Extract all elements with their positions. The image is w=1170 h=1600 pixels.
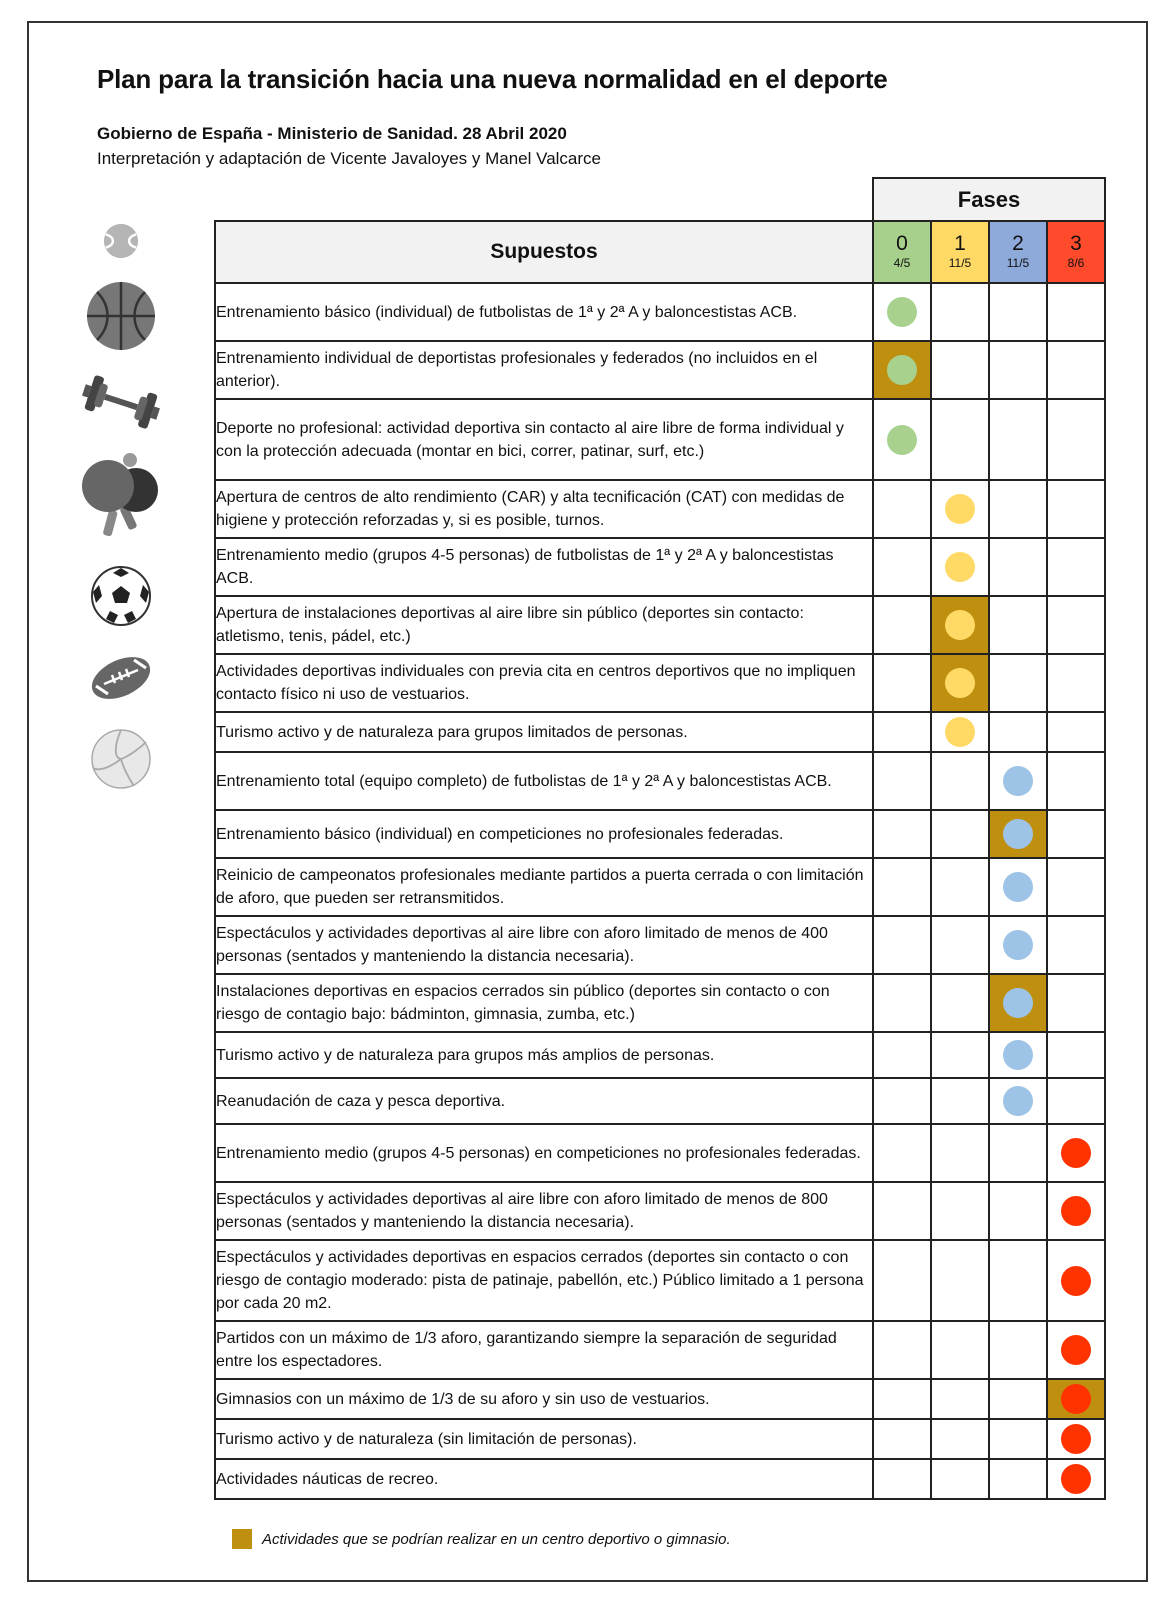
- phase-cell: [1047, 341, 1105, 399]
- phase-cell: [873, 1321, 931, 1379]
- phase-dot-icon: [945, 717, 975, 747]
- phase-cell: [931, 1419, 989, 1459]
- phase-cell: [1047, 399, 1105, 480]
- phase-cell: [873, 596, 931, 654]
- dumbbell-icon: [80, 370, 162, 434]
- phase-cell: [873, 283, 931, 341]
- phase-cell: [1047, 916, 1105, 974]
- phase-cell: [1047, 654, 1105, 712]
- phase-header-1: [931, 221, 989, 283]
- phase-cell: [1047, 810, 1105, 858]
- phase-cell: [873, 1182, 931, 1240]
- football-icon: [88, 650, 154, 706]
- phase-dot-icon: [1061, 1464, 1091, 1494]
- phases-header: Fases: [872, 177, 1106, 220]
- phase-header-3: [1047, 221, 1105, 283]
- table-row: [215, 1379, 1105, 1419]
- table-row: [215, 858, 1105, 916]
- phase-cell: [931, 1379, 989, 1419]
- phase-cell: [1047, 858, 1105, 916]
- table-row: [215, 810, 1105, 858]
- phase-cell: [931, 1459, 989, 1499]
- phase-cell: [989, 916, 1047, 974]
- phase-cell: [873, 858, 931, 916]
- scenario-text: Entrenamiento medio (grupos 4-5 personas) en competiciones no profesionales federadas.: [215, 1124, 873, 1182]
- phase-dot-icon: [887, 355, 917, 385]
- phase-dot-icon: [1003, 819, 1033, 849]
- phase-dot-icon: [945, 552, 975, 582]
- phase-cell: [989, 1459, 1047, 1499]
- phase-cell: [873, 1459, 931, 1499]
- scenario-text: Entrenamiento individual de deportistas profesionales y federados (no incluidos en el anterior).: [215, 341, 873, 399]
- scenario-text: Deporte no profesional: actividad deportiva sin contacto al aire libre de forma individual y con la protección adecuada (montar en bici, correr, patinar, surf, etc.): [215, 399, 873, 480]
- scenario-text: Turismo activo y de naturaleza (sin limitación de personas).: [215, 1419, 873, 1459]
- phase-cell: [989, 283, 1047, 341]
- phase-cell: [989, 1321, 1047, 1379]
- phase-cell: [1047, 1240, 1105, 1321]
- scenario-text: Entrenamiento total (equipo completo) de futbolistas de 1ª y 2ª A y baloncestistas ACB.: [215, 752, 873, 810]
- phase-dot-icon: [1003, 1040, 1033, 1070]
- phase-cell: [989, 1419, 1047, 1459]
- phase-cell: [873, 341, 931, 399]
- legend-swatch: [232, 1529, 252, 1549]
- scenario-text: Apertura de centros de alto rendimiento (CAR) y alta tecnificación (CAT) con medidas de higiene y protección reforzadas y, si es posible, turnos.: [215, 480, 873, 538]
- table-body: [215, 283, 1105, 1499]
- phase-cell: [1047, 1459, 1105, 1499]
- phase-cell: [989, 1379, 1047, 1419]
- phase-cell: [931, 1321, 989, 1379]
- tennis-ball-icon: [102, 222, 140, 260]
- phase-cell: [931, 654, 989, 712]
- table-row: [215, 916, 1105, 974]
- phase-dot-icon: [1003, 872, 1033, 902]
- phase-cell: [931, 341, 989, 399]
- table-row: [215, 1459, 1105, 1499]
- phase-cell: [1047, 596, 1105, 654]
- phase-cell: [1047, 1321, 1105, 1379]
- phase-cell: [989, 596, 1047, 654]
- phase-cell: [989, 399, 1047, 480]
- phase-cell: [873, 654, 931, 712]
- table-row: [215, 752, 1105, 810]
- phase-cell: [1047, 752, 1105, 810]
- scenario-text: Actividades náuticas de recreo.: [215, 1459, 873, 1499]
- scenario-text: Espectáculos y actividades deportivas en espacios cerrados (deportes sin contacto o con riesgo de contagio moderado: pista de patinaje, pabellón, etc.) Público limitado a 1 persona por cada 20 m2.: [215, 1240, 873, 1321]
- phase-cell: [931, 480, 989, 538]
- phase-cell: [931, 1124, 989, 1182]
- phase-dot-icon: [1061, 1138, 1091, 1168]
- phase-cell: [931, 1182, 989, 1240]
- phase-cell: [873, 1078, 931, 1124]
- phase-cell: [989, 1182, 1047, 1240]
- phase-cell: [873, 974, 931, 1032]
- scenario-text: Instalaciones deportivas en espacios cerrados sin público (deportes sin contacto o con riesgo de contagio bajo: bádminton, gimnasia, zumba, etc.): [215, 974, 873, 1032]
- phase-cell: [873, 480, 931, 538]
- table-header-row: [215, 221, 1105, 283]
- phase-date: 11/5: [1006, 256, 1030, 270]
- phase-cell: [1047, 538, 1105, 596]
- phase-cell: [873, 916, 931, 974]
- phase-dot-icon: [1061, 1335, 1091, 1365]
- table-row: [215, 480, 1105, 538]
- phase-cell: [989, 810, 1047, 858]
- table-row: [215, 399, 1105, 480]
- phase-dot-icon: [887, 297, 917, 327]
- scenario-text: Apertura de instalaciones deportivas al aire libre sin público (deportes sin contacto: atletismo, tenis, pádel, etc.): [215, 596, 873, 654]
- basketball-icon: [85, 280, 157, 352]
- phase-cell: [1047, 1182, 1105, 1240]
- phase-number: 2: [1012, 232, 1024, 255]
- phase-header-2: [989, 221, 1047, 283]
- ping-pong-paddles-icon: [80, 452, 164, 542]
- phase-cell: [931, 1078, 989, 1124]
- phase-cell: [989, 1032, 1047, 1078]
- phase-cell: [873, 1124, 931, 1182]
- phase-cell: [873, 1419, 931, 1459]
- scenario-text: Espectáculos y actividades deportivas al aire libre con aforo limitado de menos de 400 personas (sentados y manteniendo la distancia necesaria).: [215, 916, 873, 974]
- phase-cell: [1047, 1032, 1105, 1078]
- phase-date: 8/6: [1067, 256, 1085, 270]
- scenarios-header: Supuestos: [215, 221, 873, 283]
- scenario-text: Entrenamiento medio (grupos 4-5 personas) de futbolistas de 1ª y 2ª A y baloncestistas ACB.: [215, 538, 873, 596]
- scenario-text: Turismo activo y de naturaleza para grupos limitados de personas.: [215, 712, 873, 752]
- phase-cell: [1047, 1124, 1105, 1182]
- phase-dot-icon: [1003, 1086, 1033, 1116]
- phase-cell: [1047, 1379, 1105, 1419]
- phase-date: 4/5: [893, 256, 911, 270]
- phase-cell: [931, 596, 989, 654]
- table-row: [215, 1124, 1105, 1182]
- table-row: [215, 974, 1105, 1032]
- phase-dot-icon: [945, 610, 975, 640]
- table-row: [215, 1182, 1105, 1240]
- phase-cell: [989, 538, 1047, 596]
- phase-cell: [931, 810, 989, 858]
- table-row: [215, 1419, 1105, 1459]
- scenario-text: Partidos con un máximo de 1/3 aforo, garantizando siempre la separación de seguridad entre los espectadores.: [215, 1321, 873, 1379]
- phase-date: 11/5: [948, 256, 972, 270]
- phase-cell: [873, 399, 931, 480]
- table-row: [215, 596, 1105, 654]
- phase-cell: [873, 1379, 931, 1419]
- phase-cell: [931, 974, 989, 1032]
- phase-cell: [989, 1240, 1047, 1321]
- table-row: [215, 1078, 1105, 1124]
- phase-cell: [1047, 974, 1105, 1032]
- phase-cell: [989, 1124, 1047, 1182]
- table-row: [215, 654, 1105, 712]
- table-row: [215, 283, 1105, 341]
- phase-cell: [931, 399, 989, 480]
- phase-dot-icon: [887, 425, 917, 455]
- phase-dot-icon: [945, 668, 975, 698]
- phase-cell: [931, 916, 989, 974]
- page-credit: Interpretación y adaptación de Vicente Javaloyes y Manel Valcarce: [97, 149, 601, 168]
- phase-cell: [931, 752, 989, 810]
- table-row: [215, 1321, 1105, 1379]
- phase-dot-icon: [1003, 988, 1033, 1018]
- phase-dot-icon: [945, 494, 975, 524]
- table-row: [215, 1032, 1105, 1078]
- table-row: [215, 538, 1105, 596]
- legend-text: Actividades que se podrían realizar en un centro deportivo o gimnasio.: [262, 1530, 731, 1548]
- scenario-text: Entrenamiento básico (individual) de futbolistas de 1ª y 2ª A y baloncestistas ACB.: [215, 283, 873, 341]
- phase-dot-icon: [1003, 766, 1033, 796]
- legend: [232, 1529, 731, 1549]
- scenario-text: Actividades deportivas individuales con previa cita en centros deportivos que no impliquen contacto físico ni uso de vestuarios.: [215, 654, 873, 712]
- phase-cell: [873, 752, 931, 810]
- phase-cell: [1047, 1419, 1105, 1459]
- table-row: [215, 712, 1105, 752]
- phase-cell: [873, 712, 931, 752]
- phase-cell: [989, 341, 1047, 399]
- phase-dot-icon: [1061, 1266, 1091, 1296]
- phase-cell: [931, 712, 989, 752]
- phase-cell: [873, 538, 931, 596]
- phase-cell: [989, 1078, 1047, 1124]
- phase-dot-icon: [1061, 1384, 1091, 1414]
- phase-cell: [1047, 283, 1105, 341]
- table-row: [215, 341, 1105, 399]
- scenario-text: Gimnasios con un máximo de 1/3 de su aforo y sin uso de vestuarios.: [215, 1379, 873, 1419]
- phase-cell: [1047, 480, 1105, 538]
- phase-dot-icon: [1061, 1424, 1091, 1454]
- phase-cell: [931, 1240, 989, 1321]
- table-row: [215, 1240, 1105, 1321]
- phase-cell: [873, 1032, 931, 1078]
- soccer-ball-icon: [90, 565, 152, 627]
- phase-cell: [873, 1240, 931, 1321]
- scenario-text: Reinicio de campeonatos profesionales mediante partidos a puerta cerrada o con limitación de aforo, que pueden ser retransmitidos.: [215, 858, 873, 916]
- page-subtitle: Gobierno de España - Ministerio de Sanidad. 28 Abril 2020: [97, 124, 567, 143]
- scenario-text: Espectáculos y actividades deportivas al aire libre con aforo limitado de menos de 800 personas (sentados y manteniendo la distancia necesaria).: [215, 1182, 873, 1240]
- phase-number: 0: [896, 232, 908, 255]
- scenario-text: Turismo activo y de naturaleza para grupos más amplios de personas.: [215, 1032, 873, 1078]
- phase-number: 1: [954, 232, 966, 255]
- phase-cell: [1047, 712, 1105, 752]
- phase-cell: [989, 858, 1047, 916]
- scenario-text: Entrenamiento básico (individual) en competiciones no profesionales federadas.: [215, 810, 873, 858]
- phase-cell: [1047, 1078, 1105, 1124]
- phase-cell: [931, 1032, 989, 1078]
- phase-number: 3: [1070, 232, 1082, 255]
- phase-cell: [931, 858, 989, 916]
- phase-dot-icon: [1003, 930, 1033, 960]
- phase-cell: [931, 538, 989, 596]
- phase-cell: [931, 283, 989, 341]
- page-title: Plan para la transición hacia una nueva normalidad en el deporte: [97, 64, 888, 94]
- phase-cell: [989, 654, 1047, 712]
- scenario-text: Reanudación de caza y pesca deportiva.: [215, 1078, 873, 1124]
- phases-table: [214, 220, 1106, 1500]
- phase-cell: [989, 480, 1047, 538]
- phase-cell: [989, 752, 1047, 810]
- volleyball-icon: [90, 728, 152, 790]
- phase-cell: [873, 810, 931, 858]
- phase-header-0: [873, 221, 931, 283]
- phase-cell: [989, 974, 1047, 1032]
- phase-dot-icon: [1061, 1196, 1091, 1226]
- phase-cell: [989, 712, 1047, 752]
